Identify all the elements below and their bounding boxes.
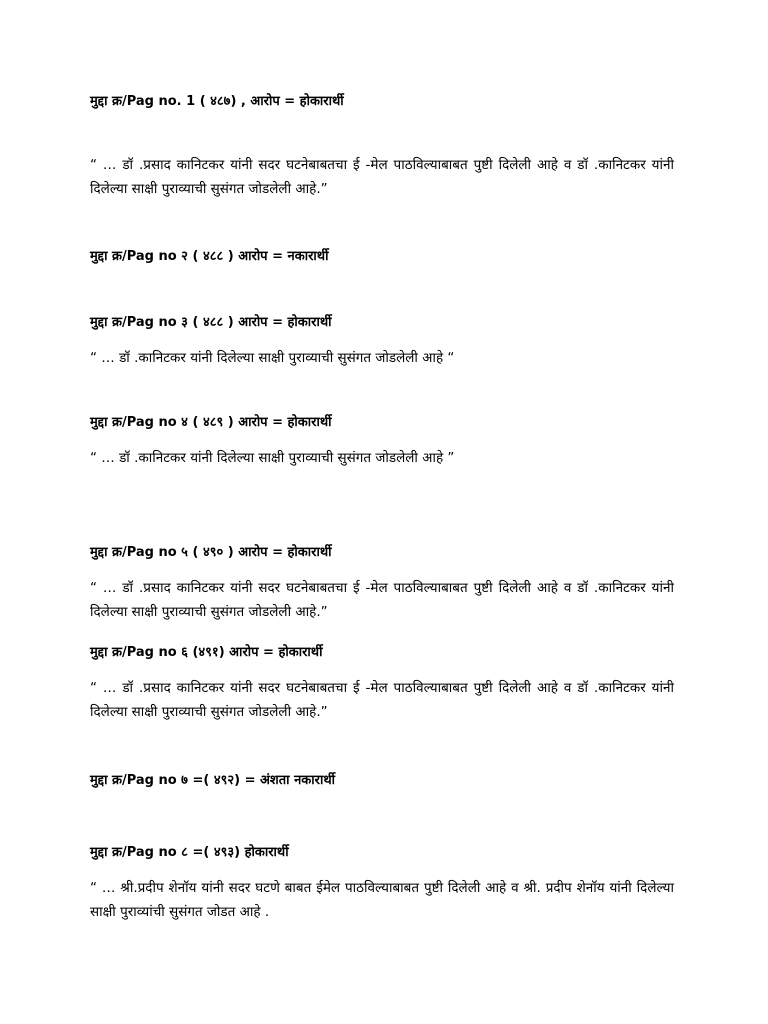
item-8-heading: मुद्दा क्र/Pag no ८ =( ४९३) होकारार्थी (90, 845, 289, 860)
item-6-quote: “ … डॉ .प्रसाद कानिटकर यांनी सदर घटनेबाबतचा ई -मेल पाठविल्याबाबत पुष्टी दिलेली आहे व डॉ .कानिटकर यांनी दिलेल्या साक्षी पुराव्याची सुसंगत जोडलेली आहे.” (90, 680, 674, 720)
item-5-heading: मुद्दा क्र/Pag no ५ ( ४९० ) आरोप = होकारार्थी (90, 545, 332, 560)
item-6-heading: मुद्दा क्र/Pag no ६ (४९१) आरोप = होकारार्थी (90, 645, 323, 660)
item-3-heading: मुद्दा क्र/Pag no ३ ( ४८८ ) आरोप = होकारार्थी (90, 315, 332, 330)
item-4-quote: “ … डॉ .कानिटकर यांनी दिलेल्या साक्षी पुराव्याची सुसंगत जोडलेली आहे ” (90, 450, 455, 466)
item-3-quote: “ … डॉ .कानिटकर यांनी दिलेल्या साक्षी पुराव्याची सुसंगत जोडलेली आहे “ (90, 350, 455, 366)
item-2-heading: मुद्दा क्र/Pag no २ ( ४८८ ) आरोप = नकारार्थी (90, 249, 329, 264)
item-7-heading: मुद्दा क्र/Pag no ७ =( ४९२) = अंशता नकारार्थी (90, 773, 335, 788)
item-1-heading: मुद्दा क्र/Pag no. 1 ( ४८७) , आरोप = होकारार्थी (90, 94, 344, 109)
item-8-quote: “ … श्री.प्रदीप शेनॉय यांनी सदर घटणे बाबत ईमेल पाठविल्याबाबत पुष्टी दिलेली आहे व श्री. प्रदीप शेनॉय यांनी दिलेल्या साक्षी पुराव्यांची सुसंगत जोडत आहे . (90, 880, 674, 920)
item-4-heading: मुद्दा क्र/Pag no ४ ( ४८९ ) आरोप = होकारार्थी (90, 415, 332, 430)
item-1-quote: “ … डॉ .प्रसाद कानिटकर यांनी सदर घटनेबाबतचा ई -मेल पाठविल्याबाबत पुष्टी दिलेली आहे व डॉ .कानिटकर यांनी दिलेल्या साक्षी पुराव्याची सुसंगत जोडलेली आहे.” (90, 157, 674, 197)
item-5-quote: “ … डॉ .प्रसाद कानिटकर यांनी सदर घटनेबाबतचा ई -मेल पाठविल्याबाबत पुष्टी दिलेली आहे व डॉ .कानिटकर यांनी दिलेल्या साक्षी पुराव्याची सुसंगत जोडलेली आहे.” (90, 580, 674, 620)
